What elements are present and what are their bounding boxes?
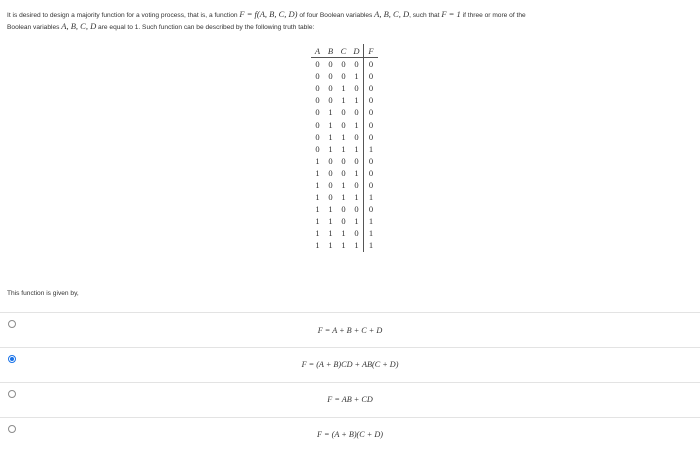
header-a: A: [311, 44, 324, 58]
function-expression: F = f(A, B, C, D): [239, 9, 298, 19]
truth-table-cell: 1: [341, 192, 346, 203]
truth-table-row: [311, 58, 378, 71]
prompt-text: This function is given by,: [7, 290, 79, 297]
truth-table-row: [311, 191, 378, 203]
header-d: D: [350, 44, 364, 58]
option-1-formula: F = A + B + C + D: [317, 326, 383, 335]
truth-table-cell: 1: [328, 204, 333, 215]
truth-table-cell: 1: [315, 167, 320, 178]
truth-table-row: [311, 94, 378, 106]
truth-table-cell: 0: [341, 119, 346, 130]
truth-table-cell: 0: [354, 228, 359, 239]
truth-table-cell: 1: [364, 227, 379, 239]
truth-table-cell: 0: [315, 107, 320, 118]
condition-post: if three or more of the: [460, 12, 526, 19]
truth-table-cell: 0: [341, 155, 346, 166]
truth-table-cell: 0: [364, 58, 379, 71]
truth-table-cell: 1: [354, 71, 359, 82]
truth-table-cell: 1: [364, 191, 379, 203]
header-f: F: [364, 44, 379, 58]
truth-table-cell: 0: [364, 167, 379, 179]
truth-table-cell: 1: [315, 204, 320, 215]
truth-table-cell: 1: [328, 240, 333, 251]
truth-table-row: [311, 203, 378, 215]
truth-table-cell: 1: [354, 95, 359, 106]
question-text: [7, 9, 697, 33]
truth-table-cell: 1: [328, 216, 333, 227]
header-c: C: [337, 44, 350, 58]
truth-table-cell: 1: [315, 179, 320, 190]
truth-table-cell: 1: [341, 143, 346, 154]
truth-table-row: [311, 106, 378, 118]
truth-table-cell: 0: [328, 167, 333, 178]
truth-table-row: [311, 167, 378, 179]
truth-table-cell: 0: [315, 83, 320, 94]
truth-table-row: [311, 70, 378, 82]
truth-table-cell: 0: [364, 106, 379, 118]
truth-table-cell: 0: [328, 192, 333, 203]
truth-table-cell: 0: [364, 131, 379, 143]
truth-table-cell: 0: [341, 71, 346, 82]
truth-table-cell: 1: [354, 119, 359, 130]
truth-table-cell: 0: [354, 59, 359, 70]
truth-table-body: [311, 58, 378, 252]
option-3[interactable]: [0, 382, 700, 417]
line2-post: are equal to 1. Such function can be described by the following truth table:: [96, 24, 315, 31]
truth-table-cell: 0: [328, 95, 333, 106]
truth-table-cell: 1: [364, 239, 379, 251]
truth-table-cell: 0: [328, 155, 333, 166]
truth-table-row: [311, 239, 378, 251]
truth-table-cell: 1: [328, 131, 333, 142]
truth-table-cell: 0: [315, 59, 320, 70]
truth-table-cell: 1: [328, 119, 333, 130]
truth-table-cell: 1: [354, 216, 359, 227]
condition-expression: F = 1: [441, 9, 461, 19]
truth-table-row: [311, 227, 378, 239]
truth-table-cell: 0: [364, 118, 379, 130]
truth-table-cell: 0: [354, 131, 359, 142]
truth-table: [311, 44, 378, 252]
truth-table-cell: 0: [341, 107, 346, 118]
truth-table-cell: 0: [354, 107, 359, 118]
truth-table-cell: 1: [364, 143, 379, 155]
truth-table-cell: 0: [354, 155, 359, 166]
truth-table-cell: 1: [341, 179, 346, 190]
truth-table-cell: 0: [315, 131, 320, 142]
truth-table-cell: 0: [328, 179, 333, 190]
truth-table-cell: 0: [328, 71, 333, 82]
truth-table-cell: 0: [341, 204, 346, 215]
variables-expression: A, B, C, D: [374, 9, 410, 19]
truth-table-cell: 0: [364, 155, 379, 167]
truth-table-cell: 0: [328, 83, 333, 94]
truth-table-cell: 1: [354, 167, 359, 178]
truth-table-cell: 0: [328, 59, 333, 70]
truth-table-cell: 1: [315, 240, 320, 251]
truth-table-cell: 1: [341, 131, 346, 142]
option-4-formula: F = (A + B)(C + D): [317, 430, 383, 439]
truth-table-cell: 0: [364, 94, 379, 106]
truth-table-row: [311, 82, 378, 94]
truth-table-cell: 1: [354, 240, 359, 251]
header-b: B: [324, 44, 337, 58]
line2-pre: Boolean variables: [7, 24, 62, 31]
truth-table-row: [311, 215, 378, 227]
truth-table-cell: 1: [341, 228, 346, 239]
truth-table-cell: 0: [315, 71, 320, 82]
option-3-formula: F = AB + CD: [327, 395, 373, 404]
truth-table-cell: 0: [364, 82, 379, 94]
question-middle: of four Boolean variables: [297, 12, 375, 19]
truth-table-cell: 0: [354, 179, 359, 190]
truth-table-cell: 1: [315, 216, 320, 227]
condition-pre: , such that: [409, 12, 442, 19]
truth-table-cell: 0: [354, 83, 359, 94]
truth-table-cell: 1: [341, 240, 346, 251]
truth-table-cell: 0: [341, 167, 346, 178]
truth-table-cell: 0: [315, 119, 320, 130]
truth-table-cell: 1: [328, 143, 333, 154]
truth-table-cell: 1: [341, 95, 346, 106]
truth-table-row: [311, 155, 378, 167]
truth-table-cell: 0: [341, 59, 346, 70]
truth-table-row: [311, 143, 378, 155]
truth-table-cell: 0: [315, 95, 320, 106]
truth-table-cell: 1: [328, 228, 333, 239]
truth-table-cell: 0: [364, 70, 379, 82]
truth-table-cell: 1: [315, 155, 320, 166]
truth-table-cell: 1: [354, 143, 359, 154]
truth-table-cell: 0: [364, 203, 379, 215]
truth-table-cell: 0: [315, 143, 320, 154]
truth-table-cell: 1: [354, 192, 359, 203]
truth-table-cell: 1: [328, 107, 333, 118]
option-4[interactable]: [0, 417, 700, 452]
truth-table-cell: 0: [364, 179, 379, 191]
truth-table-cell: 1: [315, 228, 320, 239]
truth-table-row: [311, 131, 378, 143]
truth-table-row: [311, 179, 378, 191]
question-prefix: It is desired to design a majority function for a voting process, that is, a function: [7, 12, 240, 19]
truth-table-cell: 1: [341, 83, 346, 94]
option-1[interactable]: [0, 312, 700, 347]
truth-table-cell: 0: [341, 216, 346, 227]
truth-table-row: [311, 118, 378, 130]
truth-table-cell: 1: [364, 215, 379, 227]
truth-table-header: [311, 44, 378, 58]
option-2-formula: F = (A + B)CD + AB(C + D): [301, 360, 399, 369]
line2-variables: A, B, C, D: [61, 21, 97, 31]
truth-table-cell: 1: [315, 192, 320, 203]
option-2[interactable]: [0, 347, 700, 382]
truth-table-cell: 0: [354, 204, 359, 215]
